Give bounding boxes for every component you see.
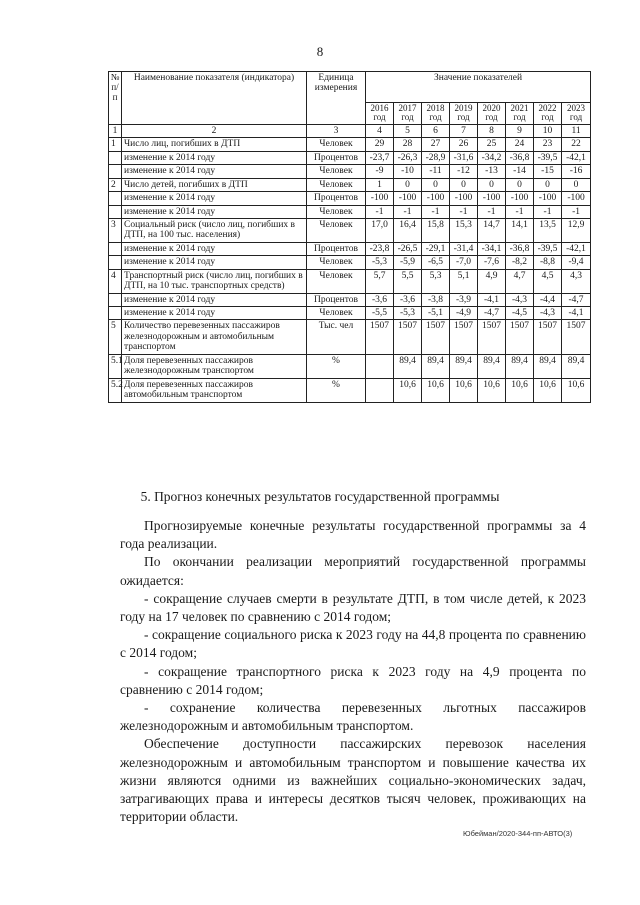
indicator-name: изменение к 2014 году	[122, 165, 307, 178]
value-cell: -4,9	[450, 307, 478, 320]
value-cell: 4,9	[478, 269, 506, 293]
row-number: 5.1	[109, 354, 122, 378]
value-cell: -1	[534, 205, 562, 218]
value-cell: -23,7	[366, 151, 394, 164]
row-number	[109, 307, 122, 320]
value-cell: 10,6	[562, 378, 591, 402]
value-cell: -100	[366, 192, 394, 205]
column-number: 10	[534, 124, 562, 137]
value-cell: -12	[450, 165, 478, 178]
section-heading: 5. Прогноз конечных результатов государственной программы	[140, 489, 500, 504]
column-number: 5	[394, 124, 422, 137]
indicator-name: Транспортный риск (число лиц, погибших в ДТП, на 10 тыс. транспортных средств)	[122, 269, 307, 293]
value-cell: -100	[394, 192, 422, 205]
value-cell: 89,4	[478, 354, 506, 378]
value-cell: -39,5	[534, 151, 562, 164]
value-cell: -3,6	[366, 293, 394, 306]
header-year: 2016 год	[366, 103, 394, 125]
value-cell: -34,2	[478, 151, 506, 164]
row-number: 5	[109, 320, 122, 354]
value-cell: -1	[422, 205, 450, 218]
value-cell: -14	[506, 165, 534, 178]
value-cell: -100	[534, 192, 562, 205]
value-cell: 27	[422, 138, 450, 151]
table-row	[109, 138, 591, 151]
indicator-name: Доля перевезенных пассажиров автомобильным транспортом	[122, 378, 307, 402]
value-cell: -11	[422, 165, 450, 178]
paragraph: - сокращение транспортного риска к 2023 году на 4,9 процента по сравнению с 2014 годом;	[120, 663, 586, 697]
value-cell: 10,6	[506, 378, 534, 402]
value-cell: 16,4	[394, 218, 422, 242]
column-numbers-row	[109, 124, 591, 137]
table-row	[109, 242, 591, 255]
value-cell: -8,8	[534, 256, 562, 269]
value-cell: 1507	[394, 320, 422, 354]
header-num: № п/п	[109, 72, 122, 125]
value-cell: -4,3	[534, 307, 562, 320]
unit: %	[307, 378, 366, 402]
value-cell	[366, 378, 394, 402]
row-number	[109, 256, 122, 269]
indicator-name: Доля перевезенных пассажиров железнодорожным транспортом	[122, 354, 307, 378]
value-cell: 1507	[450, 320, 478, 354]
table-row	[109, 293, 591, 306]
value-cell: -7,6	[478, 256, 506, 269]
value-cell: -3,9	[450, 293, 478, 306]
table-body	[109, 124, 591, 402]
value-cell: -3,8	[422, 293, 450, 306]
row-number	[109, 205, 122, 218]
table-row	[109, 205, 591, 218]
header-year: 2019 год	[450, 103, 478, 125]
column-number: 3	[307, 124, 366, 137]
header-year: 2018 год	[422, 103, 450, 125]
value-cell: 1507	[422, 320, 450, 354]
value-cell: 5,5	[394, 269, 422, 293]
value-cell: -4,4	[534, 293, 562, 306]
header-year: 2017 год	[394, 103, 422, 125]
value-cell: 4,5	[534, 269, 562, 293]
value-cell: -29,1	[422, 242, 450, 255]
value-cell: -23,8	[366, 242, 394, 255]
value-cell: 0	[506, 178, 534, 191]
column-number: 4	[366, 124, 394, 137]
row-number	[109, 293, 122, 306]
header-indicator-name: Наименование показателя (индикатора)	[122, 72, 307, 125]
value-cell: 0	[394, 178, 422, 191]
unit: Человек	[307, 218, 366, 242]
value-cell: -5,5	[366, 307, 394, 320]
value-cell: 1507	[478, 320, 506, 354]
indicator-name: Социальный риск (число лиц, погибших в ДТП, на 100 тыс. населения)	[122, 218, 307, 242]
value-cell: 4,3	[562, 269, 591, 293]
value-cell: 10,6	[450, 378, 478, 402]
value-cell: 22	[562, 138, 591, 151]
value-cell: -1	[450, 205, 478, 218]
header-year: 2020 год	[478, 103, 506, 125]
value-cell: 89,4	[562, 354, 591, 378]
header-year: 2022 год	[534, 103, 562, 125]
value-cell: -10	[394, 165, 422, 178]
value-cell: 0	[478, 178, 506, 191]
value-cell: -4,7	[562, 293, 591, 306]
value-cell: 24	[506, 138, 534, 151]
indicator-name: изменение к 2014 году	[122, 205, 307, 218]
paragraph: Обеспечение доступности пассажирских перевозок населения железнодорожным и автомобильным транспортом и повышение качества их жизни являются одними из важнейших социально-экономических задач, затрагивающих права и интересы десятков тысяч человек, проживающих на территории области.	[120, 736, 586, 825]
value-cell: 10,6	[394, 378, 422, 402]
value-cell: 15,3	[450, 218, 478, 242]
value-cell: 10,6	[478, 378, 506, 402]
value-cell: -16	[562, 165, 591, 178]
unit: Человек	[307, 178, 366, 191]
value-cell: -1	[562, 205, 591, 218]
unit: Человек	[307, 256, 366, 269]
indicator-name: Число лиц, погибших в ДТП	[122, 138, 307, 151]
value-cell: -13	[478, 165, 506, 178]
value-cell: 13,5	[534, 218, 562, 242]
value-cell: -31,4	[450, 242, 478, 255]
row-number: 1	[109, 138, 122, 151]
value-cell: 26	[450, 138, 478, 151]
value-cell: -1	[394, 205, 422, 218]
value-cell: 1507	[506, 320, 534, 354]
indicator-name: изменение к 2014 году	[122, 307, 307, 320]
value-cell: 1507	[366, 320, 394, 354]
row-number: 5.2	[109, 378, 122, 402]
value-cell: -9	[366, 165, 394, 178]
body-text	[120, 517, 586, 826]
table-row	[109, 178, 591, 191]
value-cell: 10,6	[422, 378, 450, 402]
value-cell: 89,4	[394, 354, 422, 378]
value-cell: -36,8	[506, 151, 534, 164]
value-cell: -26,3	[394, 151, 422, 164]
column-number: 2	[122, 124, 307, 137]
value-cell: 25	[478, 138, 506, 151]
value-cell: 5,1	[450, 269, 478, 293]
row-number	[109, 151, 122, 164]
row-number	[109, 165, 122, 178]
value-cell: -100	[562, 192, 591, 205]
table-row	[109, 165, 591, 178]
value-cell: -34,1	[478, 242, 506, 255]
page-number: 8	[316, 44, 324, 59]
paragraph: Прогнозируемые конечные результаты государственной программы за 4 года реализации.	[120, 518, 586, 552]
value-cell: -8,2	[506, 256, 534, 269]
value-cell: -4,5	[506, 307, 534, 320]
value-cell: 28	[394, 138, 422, 151]
indicators-table	[108, 71, 591, 403]
table-row	[109, 256, 591, 269]
value-cell: 15,8	[422, 218, 450, 242]
column-number: 8	[478, 124, 506, 137]
value-cell: -5,3	[366, 256, 394, 269]
indicator-name: изменение к 2014 году	[122, 293, 307, 306]
unit: Человек	[307, 269, 366, 293]
value-cell: -100	[506, 192, 534, 205]
table-row	[109, 218, 591, 242]
value-cell: -5,9	[394, 256, 422, 269]
value-cell: 0	[422, 178, 450, 191]
row-number	[109, 192, 122, 205]
value-cell: 5,3	[422, 269, 450, 293]
value-cell: -28,9	[422, 151, 450, 164]
value-cell: -39,5	[534, 242, 562, 255]
value-cell: 17,0	[366, 218, 394, 242]
value-cell: -7,0	[450, 256, 478, 269]
indicator-name: изменение к 2014 году	[122, 151, 307, 164]
column-number: 9	[506, 124, 534, 137]
value-cell: 23	[534, 138, 562, 151]
value-cell: -9,4	[562, 256, 591, 269]
value-cell: 89,4	[534, 354, 562, 378]
table-row	[109, 307, 591, 320]
header-year: 2023 год	[562, 103, 591, 125]
value-cell: -4,1	[562, 307, 591, 320]
value-cell: -5,1	[422, 307, 450, 320]
header-unit: Единица измерения	[307, 72, 366, 125]
value-cell: 89,4	[450, 354, 478, 378]
footer-document-code: Юбейман/2020-344-пп-АВТО(3)	[463, 829, 573, 838]
value-cell: -100	[478, 192, 506, 205]
value-cell: -1	[478, 205, 506, 218]
value-cell: -4,1	[478, 293, 506, 306]
value-cell: 0	[534, 178, 562, 191]
value-cell: 14,1	[506, 218, 534, 242]
value-cell: 89,4	[422, 354, 450, 378]
paragraph: По окончании реализации мероприятий государственной программы ожидается:	[120, 554, 586, 588]
indicator-name: изменение к 2014 году	[122, 256, 307, 269]
unit: Человек	[307, 165, 366, 178]
unit: Процентов	[307, 151, 366, 164]
value-cell: -4,3	[506, 293, 534, 306]
value-cell: -5,3	[394, 307, 422, 320]
unit: Процентов	[307, 242, 366, 255]
unit: Человек	[307, 205, 366, 218]
value-cell: 1507	[534, 320, 562, 354]
unit: Процентов	[307, 192, 366, 205]
value-cell: 1	[366, 178, 394, 191]
value-cell: 14,7	[478, 218, 506, 242]
value-cell: 12,9	[562, 218, 591, 242]
row-number: 2	[109, 178, 122, 191]
unit: Человек	[307, 307, 366, 320]
row-number: 4	[109, 269, 122, 293]
unit: Тыс. чел	[307, 320, 366, 354]
value-cell: -36,8	[506, 242, 534, 255]
value-cell: -100	[450, 192, 478, 205]
indicator-name: Количество перевезенных пассажиров железнодорожным и автомобильным транспортом	[122, 320, 307, 354]
value-cell: -3,6	[394, 293, 422, 306]
unit: %	[307, 354, 366, 378]
value-cell: 5,7	[366, 269, 394, 293]
value-cell: -15	[534, 165, 562, 178]
column-number: 1	[109, 124, 122, 137]
header-year: 2021 год	[506, 103, 534, 125]
value-cell: 0	[450, 178, 478, 191]
value-cell: 29	[366, 138, 394, 151]
value-cell: -1	[506, 205, 534, 218]
column-number: 11	[562, 124, 591, 137]
table-row	[109, 151, 591, 164]
value-cell: -100	[422, 192, 450, 205]
value-cell: -6,5	[422, 256, 450, 269]
indicator-name: изменение к 2014 году	[122, 242, 307, 255]
header-values: Значение показателей	[366, 72, 591, 103]
row-number	[109, 242, 122, 255]
value-cell: -26,5	[394, 242, 422, 255]
value-cell: -42,1	[562, 151, 591, 164]
table-header-row	[109, 72, 591, 103]
column-number: 6	[422, 124, 450, 137]
value-cell: 0	[562, 178, 591, 191]
table-row	[109, 320, 591, 354]
value-cell: -1	[366, 205, 394, 218]
value-cell: 4,7	[506, 269, 534, 293]
row-number: 3	[109, 218, 122, 242]
value-cell	[366, 354, 394, 378]
value-cell: -42,1	[562, 242, 591, 255]
paragraph: - сохранение количества перевезенных льготных пассажиров железнодорожным и автомобильным транспортом.	[120, 700, 586, 734]
value-cell: -31,6	[450, 151, 478, 164]
unit: Человек	[307, 138, 366, 151]
paragraph: - сокращение социального риска к 2023 году на 44,8 процента по сравнению с 2014 годом;	[120, 627, 586, 661]
paragraph: - сокращение случаев смерти в результате ДТП, в том числе детей, к 2023 году на 17 человек по сравнению с 2014 годом;	[120, 590, 586, 625]
column-number: 7	[450, 124, 478, 137]
unit: Процентов	[307, 293, 366, 306]
value-cell: 10,6	[534, 378, 562, 402]
table-row	[109, 192, 591, 205]
indicator-name: изменение к 2014 году	[122, 192, 307, 205]
value-cell: 89,4	[506, 354, 534, 378]
table-row	[109, 378, 591, 402]
table-row	[109, 269, 591, 293]
value-cell: -4,7	[478, 307, 506, 320]
table-row	[109, 354, 591, 378]
value-cell: 1507	[562, 320, 591, 354]
indicator-name: Число детей, погибших в ДТП	[122, 178, 307, 191]
